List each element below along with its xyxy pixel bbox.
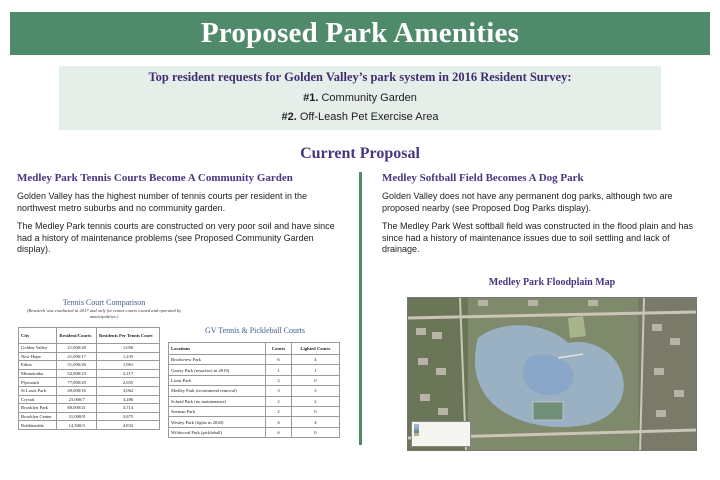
table-row <box>169 365 340 375</box>
table-cell: 0 <box>291 427 339 437</box>
column-divider <box>359 172 362 445</box>
left-heading: Medley Park Tennis Courts Become A Community Garden <box>17 172 293 184</box>
page-title: Proposed Park Amenities <box>200 17 520 49</box>
table-cell: 1 <box>291 365 339 375</box>
survey-item-1 <box>59 92 661 104</box>
table-cell: 3,875 <box>97 412 160 421</box>
gv-courts-table <box>168 342 340 438</box>
table-cell: Seeman Park <box>169 406 266 416</box>
table-header-row <box>19 328 160 344</box>
left-column <box>17 172 337 263</box>
table-cell: Medley Park (recommend removal) <box>169 386 266 396</box>
table-cell: 23,000/7 <box>57 395 97 404</box>
table-cell: 2 <box>266 406 292 416</box>
column-header: Lighted Courts <box>291 343 339 355</box>
table-cell: 21,000/17 <box>57 352 97 361</box>
table-cell: Scheid Park (no maintenance) <box>169 396 266 406</box>
table-row <box>19 352 160 361</box>
table-cell: 2,655 <box>97 378 160 387</box>
survey-item-2 <box>59 111 661 123</box>
table-cell: 77,000/29 <box>57 378 97 387</box>
table-cell: 4 <box>291 355 339 365</box>
table-row <box>169 396 340 406</box>
survey-title: Top resident requests for Golden Valley’s park system in 2016 Resident Survey: <box>148 70 572 84</box>
right-paragraph-2: The Medley Park West softball field was constructed in the flood plain and has since had a history of maintenance issues due to soil settling and lack of drainage. <box>382 221 694 254</box>
table-cell: Minnetonka <box>19 369 57 378</box>
table-cell: 52,000/23 <box>57 369 97 378</box>
table-row <box>19 412 160 421</box>
header-banner <box>10 12 710 55</box>
map-title: Medley Park Floodplain Map <box>488 277 616 288</box>
table-cell: Wesley Park (lights in 2020) <box>169 417 266 427</box>
table-cell: Brooklyn Park <box>19 404 57 413</box>
table-cell: 1,235 <box>97 352 160 361</box>
table-cell: Lions Park <box>169 375 266 385</box>
table-row <box>169 355 340 365</box>
table-cell: 0 <box>291 375 339 385</box>
table-cell: 51,000/26 <box>57 361 97 370</box>
table-row <box>19 369 160 378</box>
table-row <box>19 386 160 395</box>
column-header: City <box>19 328 57 344</box>
right-column <box>382 172 702 263</box>
table-row <box>19 361 160 370</box>
table-cell: Golden Valley <box>19 344 57 353</box>
table-cell: 2,217 <box>97 369 160 378</box>
tennis-comparison-table <box>18 327 160 430</box>
table-cell: 6 <box>266 355 292 365</box>
table-row <box>169 417 340 427</box>
table-row <box>19 344 160 353</box>
column-header: Resident/Courts <box>57 328 97 344</box>
floodplain-map <box>407 297 697 451</box>
table-cell: 4 <box>266 417 292 427</box>
table-row <box>19 395 160 404</box>
column-header: Residents Per Tennis Court <box>97 328 160 344</box>
table-row <box>169 427 340 437</box>
table-cell: 2 <box>291 396 339 406</box>
table-cell: 3 <box>266 386 292 396</box>
table-cell: 1,961 <box>97 361 160 370</box>
right-heading: Medley Softball Field Becomes A Dog Park <box>382 172 584 184</box>
table-cell: Robbinsdale <box>19 421 57 430</box>
table-cell: New Hope <box>19 352 57 361</box>
table-cell: 2 <box>266 396 292 406</box>
tennis-comparison-title: Tennis Court Comparison <box>62 298 146 307</box>
table-cell: 3,714 <box>97 404 160 413</box>
survey-box <box>59 66 661 130</box>
table-cell: St Louis Park <box>19 386 57 395</box>
survey-item-1-text: Community Garden <box>321 92 417 104</box>
table-row <box>169 386 340 396</box>
legend-entry <box>414 433 468 436</box>
table-cell: Gearty Park (resurface in 2019) <box>169 365 266 375</box>
table-cell: Crystal <box>19 395 57 404</box>
table-row <box>169 406 340 416</box>
right-paragraph-1: Golden Valley does not have any permanent dog parks, although two are proposed nearby (see Proposed Dog Parks display). <box>382 191 673 213</box>
table-cell: 3,286 <box>97 395 160 404</box>
table-row <box>19 378 160 387</box>
table-cell: 21,000/20 <box>57 344 97 353</box>
table-cell: 0 <box>291 406 339 416</box>
table-cell: Brooklyn Center <box>19 412 57 421</box>
table-cell: 4 <box>291 417 339 427</box>
table-row <box>19 421 160 430</box>
table-cell: 1,050 <box>97 344 160 353</box>
left-paragraph-2: The Medley Park tennis courts are constructed on very poor soil and have since had a history of maintenance problems (see Proposed Community Garden display). <box>17 221 335 254</box>
table-cell: 3,062 <box>97 386 160 395</box>
table-cell: 4,833 <box>97 421 160 430</box>
table-cell: Brookview Park <box>169 355 266 365</box>
table-cell: 31,000/8 <box>57 412 97 421</box>
survey-item-2-text: Off-Leash Pet Exercise Area <box>299 111 439 123</box>
table-row <box>169 375 340 385</box>
table-cell: Wildwood Park (pickleball) <box>169 427 266 437</box>
column-header: Locations <box>169 343 266 355</box>
survey-item-2-rank: #2. <box>281 111 297 123</box>
table-cell: Edina <box>19 361 57 370</box>
table-row <box>19 404 160 413</box>
map-legend <box>411 421 471 447</box>
table-header-row <box>169 343 340 355</box>
table-cell: 49,000/16 <box>57 386 97 395</box>
survey-item-1-rank: #1. <box>303 92 319 104</box>
left-paragraph-1: Golden Valley has the highest number of tennis courts per resident in the northwest metro suburbs and no community garden. <box>17 191 308 213</box>
table-cell: 3 <box>291 386 339 396</box>
table-cell: 80,000/21 <box>57 404 97 413</box>
column-header: Courts <box>266 343 292 355</box>
table-cell: 2 <box>266 375 292 385</box>
table-cell: 6 <box>266 427 292 437</box>
table-cell: Plymouth <box>19 378 57 387</box>
table-cell: 1 <box>266 365 292 375</box>
tennis-comparison-note: (Research was conducted in 2017 and only for tennis courts owned and operated by municipalities.) <box>26 308 182 319</box>
gv-courts-title: GV Tennis & Pickleball Courts <box>204 326 306 335</box>
table-cell: 14,500/3 <box>57 421 97 430</box>
current-proposal-heading: Current Proposal <box>300 145 420 162</box>
